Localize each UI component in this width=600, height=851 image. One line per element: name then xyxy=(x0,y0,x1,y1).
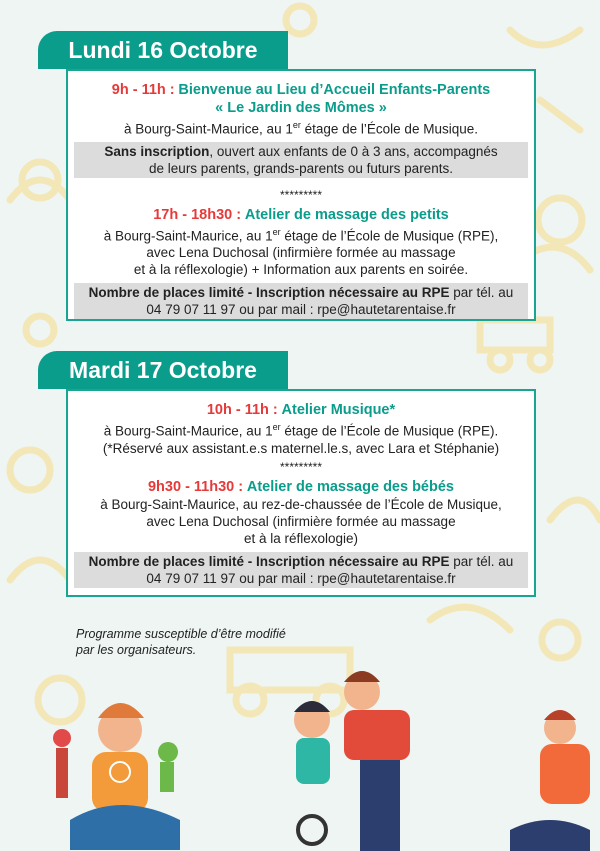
event-time: 9h30 - 11h30 : xyxy=(147,478,244,495)
day-heading-monday: Lundi 16 Octobre xyxy=(38,31,288,69)
event-title: Bienvenue au Lieu d’Accueil Enfants-Parents xyxy=(178,82,491,98)
event-location: à Bourg-Saint-Maurice, au 1er étage de l’École de Musique (RPE), xyxy=(103,226,499,243)
event-time: 10h - 11h : xyxy=(206,402,278,418)
separator: ********* xyxy=(279,187,323,202)
separator: ********* xyxy=(279,459,323,474)
event-detail: (*Réservé aux assistant.e.s maternel.le.s, avec Lara et Stéphanie) xyxy=(102,440,500,456)
event-title: Atelier Musique* xyxy=(281,402,396,418)
registration-info: Nombre de places limité - Inscription nécessaire au RPE par tél. au 04 79 07 11 97 ou par mail : rpe@hautetarentaise.fr xyxy=(74,552,528,588)
event-title: Atelier de massage des bébés xyxy=(246,478,454,495)
monday-program-panel xyxy=(66,69,536,321)
event-heading xyxy=(68,401,534,419)
event-location: à Bourg-Saint-Maurice, au rez-de-chaussée de l’École de Musique, xyxy=(100,496,502,512)
event-detail: et à la réflexologie) xyxy=(243,530,359,546)
event-time: 9h - 11h : xyxy=(111,82,175,98)
event-heading xyxy=(68,81,534,99)
tuesday-program-panel xyxy=(66,389,536,597)
event-location: à Bourg-Saint-Maurice, au 1er étage de l’École de Musique (RPE). xyxy=(103,422,499,439)
registration-info: Nombre de places limité - Inscription nécessaire au RPE par tél. au 04 79 07 11 97 ou par mail : rpe@hautetarentaise.fr xyxy=(74,283,528,319)
kids-illustration xyxy=(53,671,590,851)
disclaimer-note: Programme susceptible d’être modifié par les organisateurs. xyxy=(76,627,286,657)
event-heading xyxy=(68,478,534,496)
event-heading xyxy=(68,206,534,224)
event-time: 17h - 18h30 : xyxy=(153,206,242,223)
event-subtitle: « Le Jardin des Mômes » xyxy=(215,100,387,116)
day-heading-tuesday: Mardi 17 Octobre xyxy=(38,351,288,389)
event-title: Atelier de massage des petits xyxy=(244,206,449,223)
event-detail: et à la réflexologie) + Information aux parents en soirée. xyxy=(133,262,469,277)
event-info: Sans inscription, ouvert aux enfants de 0 à 3 ans, accompagnés de leurs parents, grands-parents ou futurs parents. xyxy=(74,142,528,178)
event-detail: avec Lena Duchosal (infirmière formée au massage xyxy=(146,245,456,260)
event-location: à Bourg-Saint-Maurice, au 1er étage de l’École de Musique. xyxy=(124,120,478,137)
event-detail: avec Lena Duchosal (infirmière formée au massage xyxy=(146,513,456,529)
